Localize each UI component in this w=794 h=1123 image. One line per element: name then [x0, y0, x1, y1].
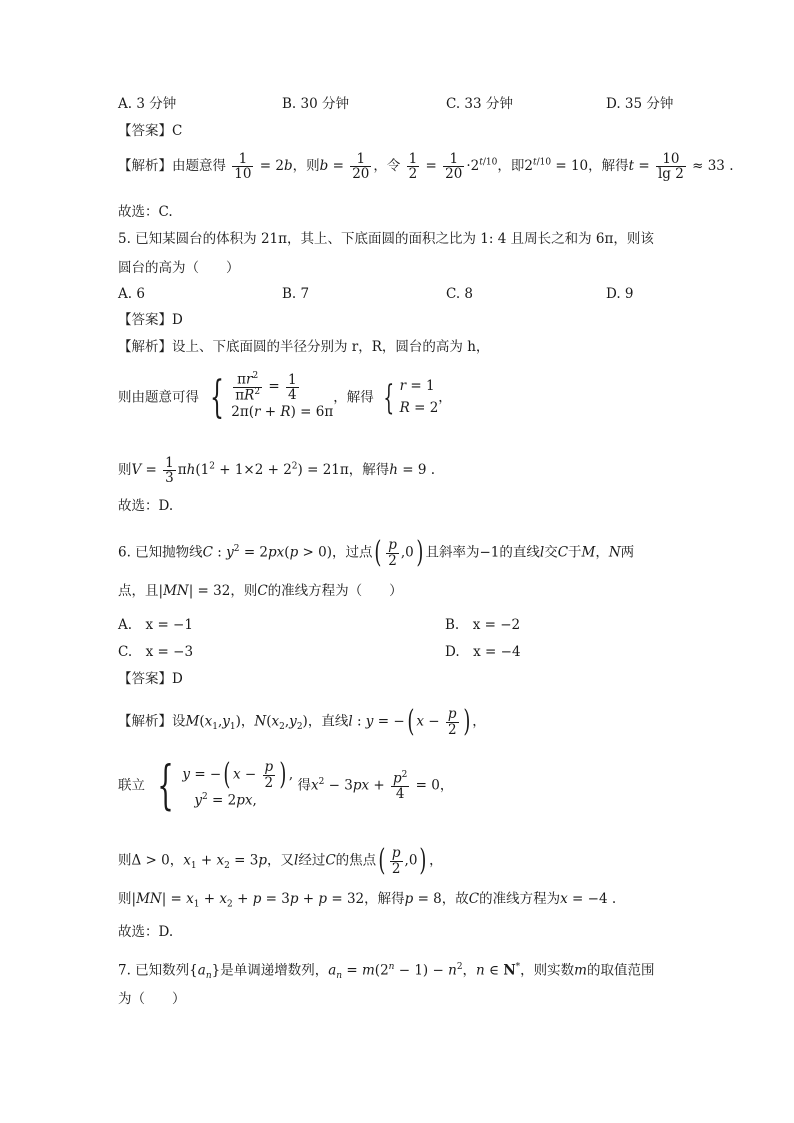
q6-option-c: C. x = −3 — [118, 644, 194, 660]
q5-volume: 则V = $\frac{1}{3}$ $\pi h(1^2 + 1\times 2 + 2^2) = 21\pi$，解得h = 9 . — [118, 455, 436, 487]
q7-stem-line2: 为（ ） — [118, 991, 186, 1007]
q6-stem-line1: 6. 已知抛物线C : $y^2 = 2px(p > 0)$，过点( $\frac{p}{2}$ ,0) 且斜率为−1的直线l交C于M，N两 — [118, 535, 635, 570]
q5-stem-line1: 5. 已知某圆台的体积为 21π，其上、下底面圆的面积之比为 1: 4 且周长之和为 6π，则该 — [118, 231, 654, 247]
q4-conclusion: 故选：C. — [118, 204, 173, 220]
q5-stem-line2: 圆台的高为（ ） — [118, 260, 240, 276]
q4-analysis: 【解析】由题意得 $\frac{1}{10}$ = 2b，则b = $\frac{1}{20}$ ，令 $\frac{1}{2}$ = $\frac{1}{20}$ $\cdot 2^{t/10}$，即$2^{t/10} = 10$，解得t = $\frac{10}{\lg 2}$ ≈ 33 . — [118, 151, 734, 183]
q6-combine: 联立 { y = −( x − $\frac{p}{2}$ ) , $y^2 = 2px$, 得$x^2 - 3px$ + $\frac{p^2}{4}$ = 0， — [118, 756, 454, 817]
q6-analysis-line1: 【解析】设$M(x_1,y_1)$，$N(x_2,y_2)$，直线l : y = −( x − $\frac{p}{2}$ ) ， — [118, 704, 486, 739]
q4-option-b: B. 30 分钟 — [282, 96, 349, 112]
q6-mn: 则$|MN| = x_1 + x_2 + p = 3p + p = 32$，解得p = 8，故C的准线方程为x = −4 . — [118, 891, 617, 910]
q6-conclusion: 故选：D. — [118, 924, 174, 940]
q5-option-d: D. 9 — [606, 286, 634, 302]
q4-option-d: D. 35 分钟 — [606, 96, 674, 112]
q7-stem-line1: 7. 已知数列$\{a_n\}$是单调递增数列，$a_n = m(2^n - 1) - n^2$，n ∈ N*，则实数m的取值范围 — [118, 962, 655, 982]
q6-option-a: A. x = −1 — [118, 617, 193, 633]
q5-option-b: B. 7 — [282, 286, 310, 302]
q6-option-b: B. x = −2 — [445, 617, 521, 633]
q5-option-a: A. 6 — [118, 286, 145, 302]
q5-analysis-line1: 【解析】设上、下底面圆的半径分别为 r，R，圆台的高为 h， — [118, 339, 490, 355]
q6-delta: 则Δ > 0，$x_1 + x_2 = 3p$，又l经过C的焦点( $\frac{p}{2}$ ,0) ， — [118, 843, 443, 878]
q6-stem-line2: 点，且|MN| = 32，则C的准线方程为（ ） — [118, 583, 403, 599]
q5-conclusion: 故选：D. — [118, 498, 174, 514]
q4-option-a: A. 3 分钟 — [118, 96, 177, 112]
q6-option-d: D. x = −4 — [445, 644, 521, 660]
q6-answer: 【答案】D — [118, 671, 183, 687]
q5-option-c: C. 8 — [446, 286, 474, 302]
q4-option-c: C. 33 分钟 — [446, 96, 513, 112]
q5-system: 则由题意可得 { $\frac{\pi r^2}{\pi R^2}$ = $\frac{1}{4}$ 2π(r + R) = 6π ，解得 { r = 1 R = 2 ， — [118, 371, 452, 423]
q4-answer: 【答案】C — [118, 123, 183, 139]
q5-answer: 【答案】D — [118, 312, 183, 328]
